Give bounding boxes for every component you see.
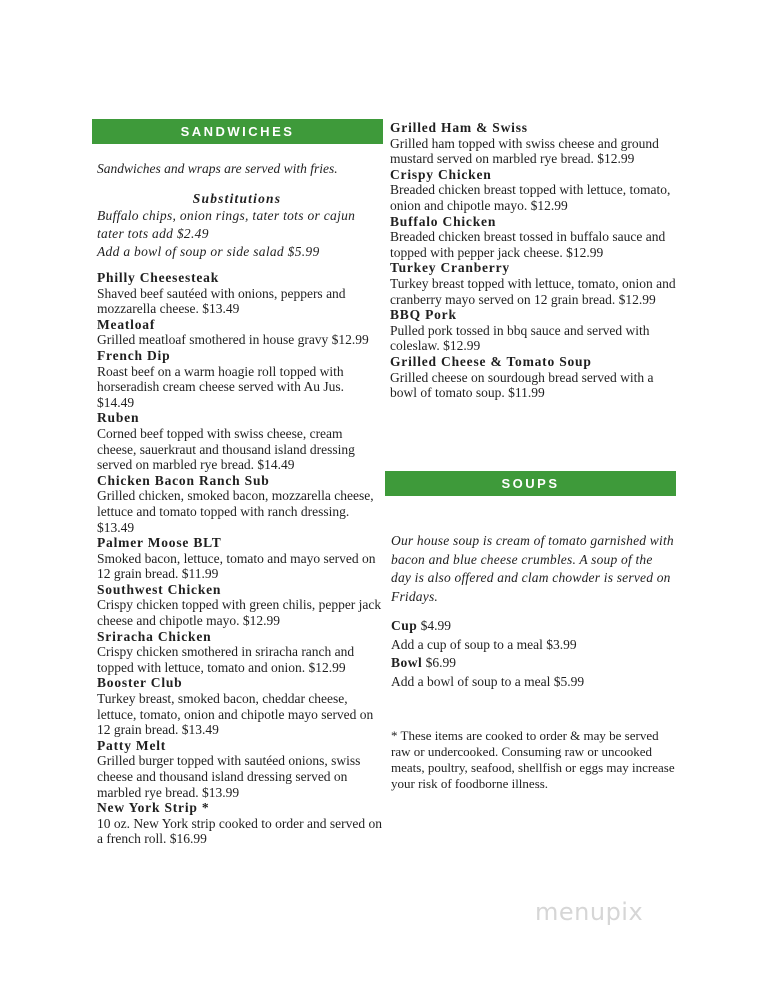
menu-item: [97, 317, 382, 348]
menu-item: [97, 348, 382, 410]
sandwich-list-right: [390, 120, 680, 401]
bowl-line: [391, 654, 676, 673]
bowl-addon: Add a bowl of soup to a meal $5.99: [391, 673, 585, 689]
menu-item: [390, 214, 680, 261]
menu-item: [97, 535, 382, 582]
item-description: Grilled cheese on sourdough bread served with a bowl of tomato soup. $11.99: [390, 369, 654, 401]
sandwiches-intro: Sandwiches and wraps are served with fries.: [97, 161, 338, 176]
item-description: Grilled chicken, smoked bacon, mozzarella cheese, lettuce and tomato topped with ranch dressing. $13.49: [97, 488, 374, 535]
item-name: New York Strip *: [97, 800, 210, 816]
menu-item: [390, 167, 680, 214]
soup-options: [391, 617, 676, 691]
substitutions-title: Substitutions: [192, 191, 282, 206]
item-name: French Dip: [97, 347, 171, 363]
watermark-logo: menupix: [535, 898, 644, 926]
item-name: Southwest Chicken: [97, 581, 222, 597]
menu-item: [97, 410, 382, 472]
item-name: Philly Cheesesteak: [97, 270, 220, 285]
item-name: Palmer Moose BLT: [97, 535, 222, 551]
menu-item: [97, 629, 382, 676]
cup-price: $4.99: [420, 618, 452, 633]
disclaimer: * These items are cooked to order & may be served raw or undercooked. Consuming raw or uncooked meats, poultry, seafood, shellfish or eggs may increase your risk of foodborne illness.: [391, 728, 675, 791]
item-name: Meatloaf: [97, 316, 156, 332]
item-description: Turkey breast topped with lettuce, tomato, onion and cranberry mayo served on 12 grain bread. $12.99: [390, 275, 676, 307]
cup-line: [391, 617, 676, 636]
substitutions-sides: Buffalo chips, onion rings, tater tots or cajun tater tots add $2.49: [97, 208, 356, 241]
item-name: Sriracha Chicken: [97, 628, 212, 644]
item-description: Grilled meatloaf smothered in house gravy $12.99: [97, 332, 369, 348]
menu-item: [97, 270, 382, 317]
menu-item: [97, 582, 382, 629]
bowl-label: Bowl: [391, 655, 423, 670]
menu-item: [390, 354, 680, 401]
menu-item: [390, 260, 680, 307]
sandwiches-banner: SANDWICHES: [92, 119, 383, 144]
menu-item: [97, 800, 382, 847]
menu-item: [390, 307, 680, 354]
menu-item: [97, 738, 382, 800]
item-name: Turkey Cranberry: [390, 260, 510, 276]
item-description: Crispy chicken topped with green chilis, pepper jack cheese and chipotle mayo. $12.99: [97, 597, 382, 629]
item-description: Grilled burger topped with sautéed onions, swiss cheese and thousand island dressing served on marbled rye bread. $13.99: [97, 753, 361, 800]
substitutions-soup: Add a bowl of soup or side salad $5.99: [97, 244, 320, 259]
cup-label: Cup: [391, 618, 418, 633]
item-description: Crispy chicken smothered in sriracha ranch and topped with lettuce, tomato and onion. $12.99: [97, 644, 355, 675]
soups-intro: Our house soup is cream of tomato garnished with bacon and blue cheese crumbles. A soup of the day is also offered and clam chowder is served on Fridays.: [391, 533, 674, 604]
menu-item: [390, 120, 680, 167]
item-name: Buffalo Chicken: [390, 213, 497, 229]
item-name: Grilled Cheese & Tomato Soup: [390, 353, 592, 369]
item-description: Breaded chicken breast topped with lettuce, tomato, onion and chipotle mayo. $12.99: [390, 182, 671, 213]
soups-banner: SOUPS: [385, 471, 676, 496]
item-description: Turkey breast, smoked bacon, cheddar cheese, lettuce, tomato, onion and chipotle mayo served on 12 grain bread. $13.49: [97, 691, 374, 738]
item-description: Corned beef topped with swiss cheese, cream cheese, sauerkraut and thousand island dressing served on marbled rye bread. $14.49: [97, 425, 355, 473]
item-name: Patty Melt: [97, 737, 167, 753]
sandwich-list-left: [97, 270, 382, 847]
item-name: Ruben: [97, 410, 140, 426]
item-description: Breaded chicken breast tossed in buffalo sauce and topped with pepper jack cheese. $12.99: [390, 229, 666, 260]
bowl-price: $6.99: [425, 655, 457, 670]
item-name: Grilled Ham & Swiss: [390, 120, 528, 135]
item-name: Crispy Chicken: [390, 166, 492, 182]
item-description: Smoked bacon, lettuce, tomato and mayo served on 12 grain bread. $11.99: [97, 550, 376, 582]
item-description: Pulled pork tossed in bbq sauce and served with coleslaw. $12.99: [390, 322, 650, 354]
item-description: 10 oz. New York strip cooked to order and served on a french roll. $16.99: [97, 815, 382, 847]
item-description: Roast beef on a warm hoagie roll topped with horseradish cream cheese served with Au Jus. $14.49: [97, 363, 345, 410]
item-description: Grilled ham topped with swiss cheese and ground mustard served on marbled rye bread. $12.99: [390, 135, 659, 167]
item-name: BBQ Pork: [390, 307, 457, 323]
item-name: Booster Club: [97, 675, 183, 691]
item-name: Chicken Bacon Ranch Sub: [97, 472, 270, 488]
item-description: Shaved beef sautéed with onions, peppers and mozzarella cheese. $13.49: [97, 285, 346, 317]
menu-item: [97, 473, 382, 535]
menu-item: [97, 675, 382, 737]
cup-addon: Add a cup of soup to a meal $3.99: [391, 636, 577, 652]
substitutions-text: [97, 207, 377, 261]
